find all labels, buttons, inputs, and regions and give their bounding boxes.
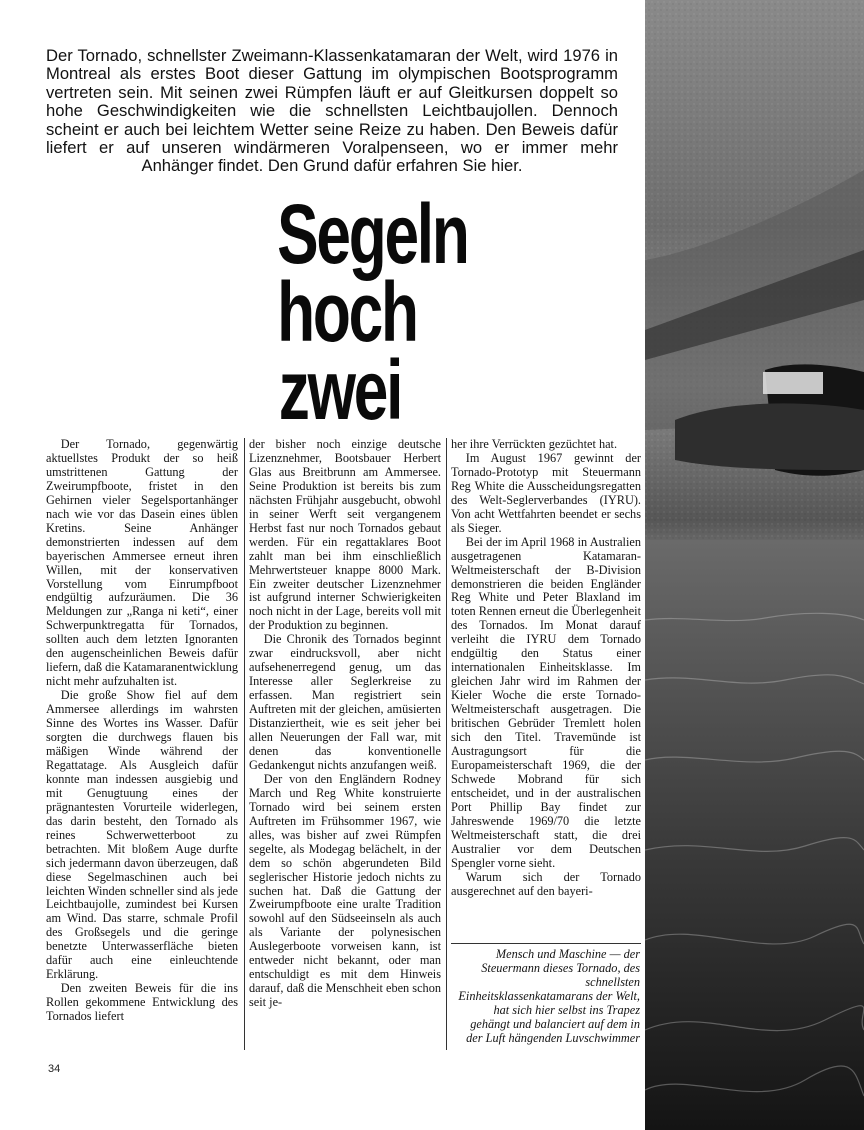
paragraph: Im August 1967 gewinnt der Tornado-Prototyp mit Steuermann Reg White die Ausscheidungsregatten des Welt-Seglerverbandes (IYRU). Von acht Wettfahrten beendet er sechs als Sieger. [451, 450, 641, 535]
paragraph: Die große Show fiel auf dem Ammersee allerdings im wahrsten Sinne des Wortes ins Wasser. Dafür sorgten die durchwegs flauen bis mäßigen Winde während der Regattatage. Als Ausgleich dafür konnte man indessen ausgiebig und mit Genugtuung eines der prägnantesten Vorurteile widerlegen, das darin besteht, den Tornado als reines Schwerwetterboot zu betrachten. Mit bloßem Auge durfte sich jedermann davon überzeugen, daß diese Segelmaschinen auch bei leichten Winden schneller sind als jede Leichtbaujolle, zumindest bei Kursen am Wind. Das starre, schmale Profil des Großsegels und die geringe benetzte Unterwasserfläche bieten dafür auch eine einleuchtende Erklärung. [46, 688, 238, 982]
column-divider [446, 438, 447, 1050]
paragraph: Warum sich der Tornado ausgerechnet auf den bayeri- [451, 869, 641, 898]
headline-line-1: Segeln [277, 187, 468, 281]
paragraph: Bei der im April 1968 in Australien ausgetragenen Katamaran-Weltmeisterschaft der B-Division demonstrieren die beiden Engländer Reg White und Peter Blaxland im toten Rennen erneut die Überlegenheit des Tornados. Im Monat darauf verleiht die IYRU dem Tornado endgültig den Status einer internationalen Einheitsklasse. Im gleichen Jahr wird im Rahmen der Kieler Woche die erste Tornado-Weltmeisterschaft ausgetragen. Die britischen Gebrüder Tremlett holen sich den Titel. Travemünde ist Austragungsort für die Europameisterschaft 1969, die der Schwede Mobrand für sich entscheidet, und in der australischen Port Phillip Bay findet zur Jahreswende 1969/70 die letzte Weltmeisterschaft statt, die drei Australier vor dem Deutschen Spengler vorne sieht. [451, 534, 641, 870]
headline [277, 187, 468, 437]
column-divider [244, 438, 245, 1050]
paragraph: her ihre Verrückten gezüchtet hat. [451, 437, 618, 451]
headline-line-2: hoch [277, 265, 417, 359]
paragraph: Den zweiten Beweis für die ins Rollen gekommene Entwicklung des Tornados liefert [46, 981, 238, 1024]
boat-photo [645, 0, 864, 1130]
text-column-1 [46, 438, 238, 1024]
text-column-3 [451, 438, 641, 898]
paragraph: der bisher noch einzige deutsche Lizenznehmer, Bootsbauer Herbert Glas aus Breitbrunn am Ammersee. Seine Produktion ist bereits bis zum nächsten Frühjahr ausgebucht, obwohl in seiner Werft seit vergangenem Herbst fast nur noch Tornados gebaut werden. Für ein regattaklares Boot zahlt man bei ihm einschließlich Mehrwertsteuer knappe 8000 Mark. Ein zweiter deutscher Lizenznehmer ist aufgrund interner Schwierigkeiten noch nicht in der Lage, bereits voll mit der Produktion zu beginnen. [249, 437, 441, 633]
intro-paragraph: Der Tornado, schnellster Zweimann-Klassenkatamaran der Welt, wird 1976 in Montreal als erstes Boot dieser Gattung im olympischen Bootsprogramm vertreten sein. Mit seinen zwei Rümpfen läuft er auf Gleitkursen doppelt so hohe Geschwindigkeiten wie die schnellsten Leichtbaujollen. Dennoch scheint er auch bei leichtem Wetter seine Reize zu haben. Den Beweis dafür liefert er auf unseren windärmeren Voralpenseen, wo er immer mehr Anhänger findet. Den Grund dafür erfahren Sie hier. [46, 46, 618, 176]
page-number: 34 [48, 1063, 61, 1075]
paragraph: Der Tornado, gegenwärtig aktuellstes Produkt der so heiß umstrittenen Gattung der Zweirumpfboote, fristet in den Gehirnen vieler Segelsportanhänger nach wie vor das Dasein eines üblen Kretins. Seine Anhänger demonstrierten indessen auf dem bayerischen Ammersee erneut ihren Willen, mit der konservativen Vorstellung vom Einrumpfboot endgültig aufzuräumen. Die 36 Meldungen zur „Ranga ni keti“, einer Schwerpunktregatta für Tornados, sollten auch dem letzten Ignoranten den augenscheinlichen Beweis dafür liefern, daß die Katamaranentwicklung nicht mehr aufzuhalten ist. [46, 437, 238, 689]
headline-line-3: zwei [278, 343, 402, 437]
caption-divider [451, 943, 641, 944]
text-column-2 [249, 438, 441, 1010]
photo-caption: Mensch und Maschine — der Steuermann dieses Tornado, des schnellsten Einheitsklassenkatamarans der Welt, hat sich hier selbst ins Trapez gehängt und balanciert auf dem in der Luft hängenden Luvschwimmer [458, 947, 640, 1045]
paragraph: Die Chronik des Tornados beginnt zwar eindrucksvoll, aber nicht aufsehenerregend genug, um das Interesse aller Seglerkreise zu erfassen. Man registriert sein Auftreten mit der gleichen, amüsierten Distanziertheit, wie es seit jeher bei allen Neuerungen der Fall war, mit denen das konventionelle Gedankengut nichts anzufangen weiß. [249, 632, 441, 772]
catamaran-photo-graphic [645, 0, 864, 1130]
paragraph: Der von den Engländern Rodney March und Reg White konstruierte Tornado wird bei seinem ersten Auftreten im Frühsommer 1967, wie alles, was bisher auf zwei Rümpfen segelte, als Modegag belächelt, in der dem so schön abgerundeten Bild seglerischer Historie jedoch nichts zu suchen hat. Daß die Gattung der Zweirumpfboote eine uralte Tradition sowohl auf den Südseeinseln als auch als Variante der polynesischen Auslegerboote vorweisen kann, ist entweder nicht bekannt, oder man entschuldigt es mit dem Hinweis darauf, daß die Menschheit eben schon seit je- [249, 771, 441, 1010]
